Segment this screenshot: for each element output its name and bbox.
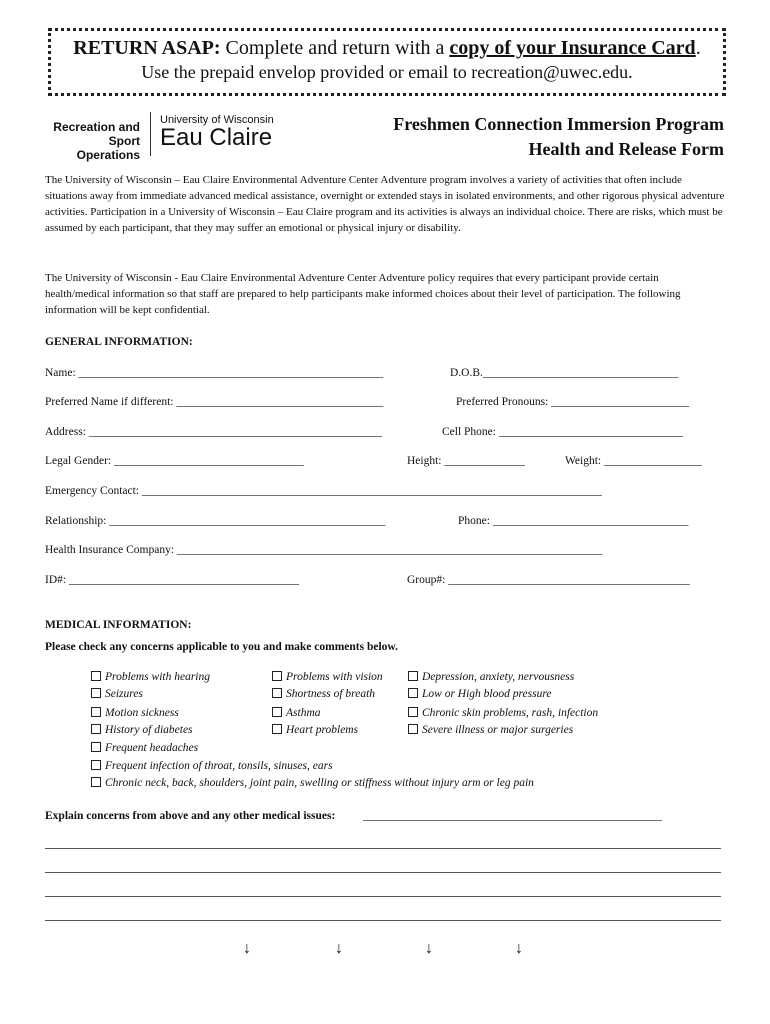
notice-bold: RETURN ASAP:: [73, 37, 221, 59]
down-arrow-icon: ↓: [425, 940, 433, 957]
check-label: Low or High blood pressure: [422, 688, 552, 700]
checkbox-icon[interactable]: [272, 724, 282, 734]
policy-paragraph: The University of Wisconsin - Eau Claire Environmental Adventure Center Adventure policy requires that every participant provide certain health/medical information so that staff are prepared to help participants make informed choices about their level of participation. The following information will be kept confidential.: [45, 272, 681, 316]
check-label: Shortness of breath: [286, 688, 376, 700]
explain-label: Explain concerns from above and any other medical issues:: [45, 810, 336, 822]
check-label: Frequent infection of throat, tonsils, sinuses, ears: [105, 760, 333, 772]
checkbox-icon[interactable]: [91, 724, 101, 734]
notice-line-1: [51, 37, 723, 60]
check-label: Chronic neck, back, shoulders, joint pain, swelling or stiffness without injury arm or leg pain: [105, 777, 534, 789]
uwec-logo-line-1: University of Wisconsin: [160, 114, 274, 126]
check-chronic-pain[interactable]: [91, 777, 534, 789]
return-notice-box: [48, 28, 726, 96]
check-label: Frequent headaches: [105, 742, 199, 754]
check-heart[interactable]: [272, 724, 358, 736]
intro-paragraph: The University of Wisconsin – Eau Claire Environmental Adventure Center Adventure program involves a variety of activities that often include situations away from immediate advanced medical assistance, overnight or extended stays in isolated environments, and other rigorous physical adventure activities. Participation in a University of Wisconsin – Eau Claire program and its activities is always an individual choice. There are risks, which must be assumed by each participant, that they may suffer an emotional or physical injury or disability.: [45, 174, 725, 234]
check-label: Depression, anxiety, nervousness: [422, 671, 575, 683]
check-depression[interactable]: [408, 671, 574, 683]
down-arrow-icon: ↓: [335, 940, 343, 957]
checkbox-icon[interactable]: [91, 688, 101, 698]
medical-info-heading: MEDICAL INFORMATION:: [45, 619, 192, 631]
check-infection[interactable]: [91, 760, 333, 772]
notice-line-2: Use the prepaid envelop provided or email to recreation@uwec.edu.: [141, 62, 633, 82]
check-headaches[interactable]: [91, 742, 198, 754]
rec-logo-line-2: Sport Operations: [76, 134, 140, 162]
check-label: Severe illness or major surgeries: [422, 724, 574, 736]
checkbox-icon[interactable]: [272, 671, 282, 681]
check-asthma[interactable]: [272, 707, 321, 719]
insurance-card-text: copy of your Insurance Card: [449, 37, 696, 59]
checkbox-icon[interactable]: [91, 760, 101, 770]
logo-divider: [150, 112, 151, 156]
checkbox-icon[interactable]: [91, 671, 101, 681]
medical-instructions: Please check any concerns applicable to you and make comments below.: [45, 641, 398, 653]
comment-line-2[interactable]: [45, 872, 721, 873]
check-label: Motion sickness: [105, 707, 179, 719]
relationship-field[interactable]: Relationship: ________________________________________________: [45, 515, 386, 527]
check-hearing[interactable]: [91, 671, 210, 683]
checkbox-icon[interactable]: [272, 688, 282, 698]
comment-line-3[interactable]: [45, 896, 721, 897]
preferred-name-field[interactable]: Preferred Name if different: ____________________________________: [45, 396, 384, 408]
checkbox-icon[interactable]: [91, 742, 101, 752]
check-label: Chronic skin problems, rash, infection: [422, 707, 599, 719]
phone-field[interactable]: Phone: __________________________________: [458, 515, 689, 527]
notice-text: Complete and return with a: [220, 37, 450, 59]
check-label: Problems with hearing: [105, 671, 210, 683]
check-illness[interactable]: [408, 724, 573, 736]
title-line-1: Freshmen Connection Immersion Program: [393, 114, 724, 134]
check-label: Heart problems: [286, 724, 359, 736]
notice-period: .: [695, 37, 701, 59]
address-field[interactable]: Address: ___________________________________________________: [45, 426, 383, 438]
check-label: Asthma: [286, 707, 321, 719]
cell-phone-field[interactable]: Cell Phone: ________________________________: [442, 426, 683, 438]
dob-field[interactable]: D.O.B.__________________________________: [450, 367, 679, 379]
down-arrow-icon: ↓: [515, 940, 523, 957]
form-title: [393, 112, 724, 162]
checkbox-icon[interactable]: [91, 777, 101, 787]
legal-gender-field[interactable]: Legal Gender: _________________________________: [45, 455, 304, 467]
check-label: Problems with vision: [286, 671, 383, 683]
rec-sport-logo: [52, 120, 140, 162]
check-vision[interactable]: [272, 671, 383, 683]
uwec-logo-line-2: Eau Claire: [160, 124, 273, 151]
check-skin[interactable]: [408, 707, 598, 719]
title-line-2: Health and Release Form: [528, 139, 724, 159]
check-blood-pressure[interactable]: [408, 688, 552, 700]
insurance-company-field[interactable]: Health Insurance Company: __________________________________________________________________________: [45, 544, 603, 556]
checkbox-icon[interactable]: [272, 707, 282, 717]
height-field[interactable]: Height: ______________: [407, 455, 525, 467]
rec-logo-line-1: Recreation and: [53, 120, 140, 134]
check-seizures[interactable]: [91, 688, 143, 700]
comment-line-4[interactable]: [45, 920, 721, 921]
checkbox-icon[interactable]: [408, 724, 418, 734]
check-label: Seizures: [105, 688, 143, 700]
checkbox-icon[interactable]: [91, 707, 101, 717]
weight-field[interactable]: Weight: _________________: [565, 455, 702, 467]
checkbox-icon[interactable]: [408, 688, 418, 698]
checkbox-icon[interactable]: [408, 707, 418, 717]
name-field[interactable]: Name: _____________________________________________________: [45, 367, 384, 379]
pronouns-field[interactable]: Preferred Pronouns: ________________________: [456, 396, 690, 408]
check-motion-sickness[interactable]: [91, 707, 179, 719]
id-field[interactable]: ID#: ________________________________________: [45, 574, 299, 586]
down-arrow-icon: ↓: [243, 940, 251, 957]
check-label: History of diabetes: [105, 724, 193, 736]
comment-line-1[interactable]: [45, 848, 721, 849]
check-breath[interactable]: [272, 688, 375, 700]
check-diabetes[interactable]: [91, 724, 193, 736]
general-info-heading: GENERAL INFORMATION:: [45, 336, 193, 348]
emergency-contact-field[interactable]: Emergency Contact: ________________________________________________________________________________: [45, 485, 602, 497]
checkbox-icon[interactable]: [408, 671, 418, 681]
group-field[interactable]: Group#: __________________________________________: [407, 574, 690, 586]
explain-field[interactable]: ____________________________________________________: [363, 810, 662, 822]
uwec-logo: [160, 114, 274, 150]
